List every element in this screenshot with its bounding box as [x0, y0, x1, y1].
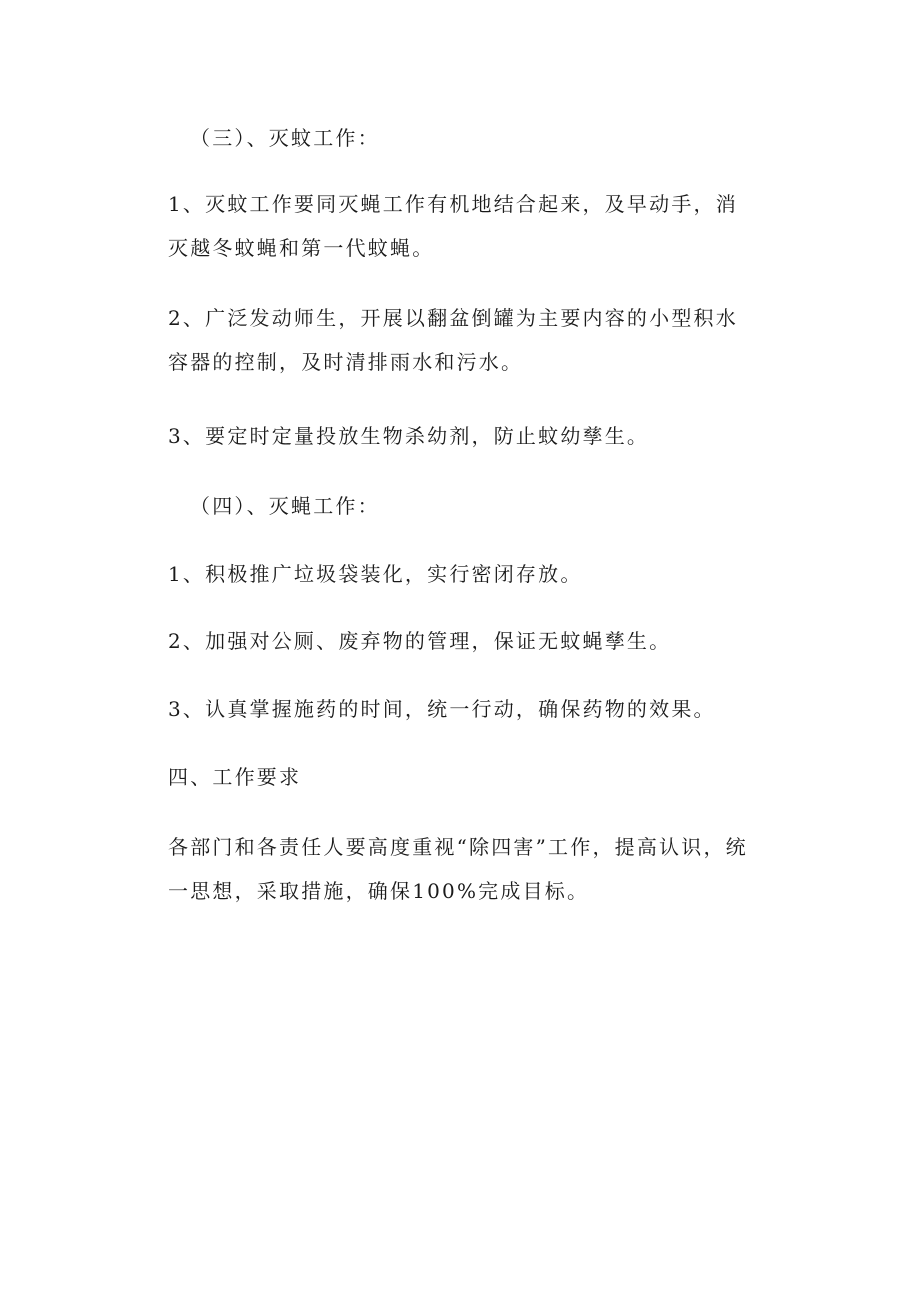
section-heading-fly: （四）、灭蝇工作：	[190, 494, 380, 518]
requirements-body: 各部门和各责任人要高度重视“除四害”工作，提高认识，统一思想，采取措施，确保100%完成目标。	[168, 835, 748, 903]
fly-item-3: 3、认真掌握施药的时间，统一行动，确保药物的效果。	[168, 697, 716, 721]
section-heading-mosquito: （三）、灭蚊工作：	[190, 126, 380, 150]
section-heading-requirements: 四、工作要求	[168, 765, 302, 789]
mosquito-item-1: 1、灭蚊工作要同灭蝇工作有机地结合起来，及早动手，消灭越冬蚊蝇和第一代蚊蝇。	[168, 192, 738, 260]
mosquito-item-3: 3、要定时定量投放生物杀幼剂，防止蚊幼孳生。	[168, 424, 650, 448]
fly-item-2: 2、加强对公厕、废弃物的管理，保证无蚊蝇孳生。	[168, 629, 672, 653]
fly-item-1: 1、积极推广垃圾袋装化，实行密闭存放。	[168, 562, 583, 586]
mosquito-item-2: 2、广泛发动师生，开展以翻盆倒罐为主要内容的小型积水容器的控制，及时清排雨水和污水。	[168, 306, 738, 374]
